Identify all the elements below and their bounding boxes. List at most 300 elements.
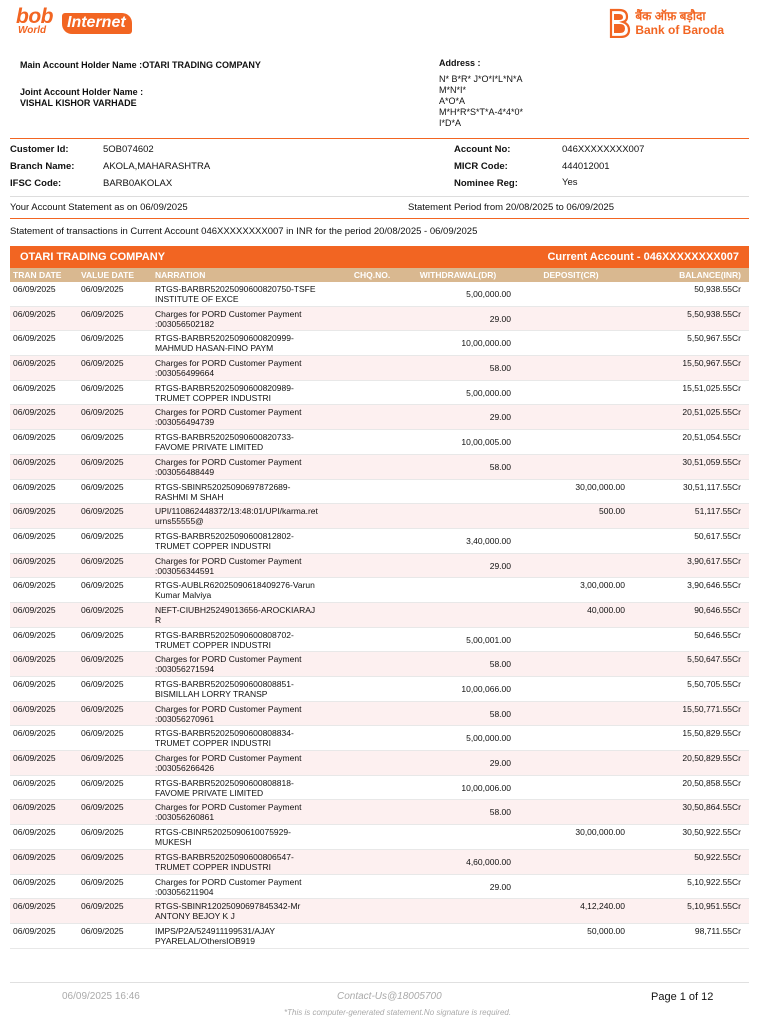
cell-chq-no: [342, 800, 402, 824]
cell-balance: 5,50,967.55Cr: [687, 333, 741, 344]
cell-narration: [152, 405, 342, 429]
table-row: [10, 554, 749, 579]
cell-chq-no: [342, 356, 402, 380]
cell-narration: [152, 850, 342, 874]
cell-withdrawal: [402, 924, 514, 948]
table-row: [10, 282, 749, 307]
cell-value-date: 06/09/2025: [81, 284, 124, 294]
cell-deposit: 50,000.00: [587, 925, 625, 936]
cell-tran-date: 06/09/2025: [13, 629, 56, 640]
footer-datetime: 06/09/2025 16:46: [62, 991, 140, 1002]
joint-holder-label: Joint Account Holder Name :: [20, 87, 144, 97]
cell-value-date: 06/09/2025: [81, 604, 124, 615]
footer-contact: Contact-Us@18005700: [337, 991, 442, 1002]
narration-line: NEFT-CIUBH25249013656-AROCKIARAJ: [155, 604, 316, 615]
narration-line: RTGS-CBINR52025090610075929-: [155, 827, 291, 838]
cell-chq-no: [342, 628, 402, 652]
cell-deposit: [514, 850, 628, 874]
narration-line: Charges for PORD Customer Payment: [155, 555, 302, 566]
cell-withdrawal: 58.00: [489, 659, 511, 670]
table-title-bar: [10, 246, 749, 268]
narration-line: :003056266426: [155, 763, 215, 774]
cell-value-date: 06/09/2025: [81, 432, 124, 443]
account-no-value: 046XXXXXXXX007: [562, 144, 645, 155]
cell-tran-date: 06/09/2025: [13, 876, 56, 887]
cell-withdrawal: [402, 578, 514, 602]
cell-balance: 50,922.55Cr: [694, 851, 741, 862]
cell-deposit: [514, 652, 628, 676]
cell-withdrawal: [402, 825, 514, 849]
cell-deposit: [514, 726, 628, 750]
cell-chq-no: [342, 282, 402, 306]
cell-narration: [152, 924, 342, 948]
cell-tran-date: 06/09/2025: [13, 456, 56, 467]
narration-line: Charges for PORD Customer Payment: [155, 802, 302, 813]
cell-balance: 30,50,864.55Cr: [682, 802, 741, 813]
cell-narration: [152, 702, 342, 726]
narration-line: IMPS/P2A/524911199531/AJAY: [155, 925, 276, 936]
cell-narration: [152, 652, 342, 676]
narration-line: TRUMET COPPER INDUSTRI: [155, 738, 272, 749]
cell-tran-date: 06/09/2025: [13, 654, 56, 665]
cell-deposit: [514, 751, 628, 775]
cell-deposit: [514, 529, 628, 553]
cell-value-date: 06/09/2025: [81, 530, 124, 541]
cell-withdrawal: [402, 603, 514, 627]
narration-line: RTGS-BARBR52025090600820750-TSFE: [155, 284, 316, 294]
cell-tran-date: 06/09/2025: [13, 703, 56, 714]
cell-withdrawal: 29.00: [489, 881, 511, 892]
joint-holder: [20, 87, 143, 109]
cell-balance: 20,51,025.55Cr: [682, 407, 741, 418]
narration-line: RTGS-BARBR52025090600808818-: [155, 777, 294, 788]
cell-narration: [152, 430, 342, 454]
cell-tran-date: 06/09/2025: [13, 481, 56, 492]
cell-value-date: 06/09/2025: [81, 703, 124, 714]
main-holder: [20, 60, 261, 71]
narration-line: RTGS-SBINR12025090697845342-Mr: [155, 901, 301, 912]
narration-line: INSTITUTE OF EXCE: [155, 294, 239, 304]
cell-narration: [152, 381, 342, 405]
cell-deposit: [514, 554, 628, 578]
cell-value-date: 06/09/2025: [81, 728, 124, 739]
table-row: [10, 578, 749, 603]
table-row: [10, 504, 749, 529]
cell-value-date: 06/09/2025: [81, 333, 124, 344]
cell-value-date: 06/09/2025: [81, 777, 124, 788]
cell-value-date: 06/09/2025: [81, 580, 124, 591]
cell-chq-no: [342, 504, 402, 528]
joint-holder-value: VISHAL KISHOR VARHADE: [20, 98, 137, 108]
cell-tran-date: 06/09/2025: [13, 925, 56, 936]
narration-line: Charges for PORD Customer Payment: [155, 456, 302, 467]
cell-value-date: 06/09/2025: [81, 901, 124, 912]
cell-balance: 15,50,967.55Cr: [682, 358, 741, 369]
cell-narration: [152, 282, 342, 306]
cell-value-date: 06/09/2025: [81, 629, 124, 640]
cell-balance: 30,50,922.55Cr: [682, 827, 741, 838]
cell-deposit: [514, 455, 628, 479]
col-value-date: VALUE DATE: [81, 270, 135, 280]
statement-period: Statement Period from 20/08/2025 to 06/09/2025: [408, 202, 614, 213]
cell-narration: [152, 578, 342, 602]
branch-label: Branch Name:: [10, 161, 75, 172]
cell-withdrawal: [402, 899, 514, 923]
footer-note: *This is computer-generated statement.No signature is required.: [284, 1008, 512, 1017]
cell-value-date: 06/09/2025: [81, 851, 124, 862]
cell-value-date: 06/09/2025: [81, 654, 124, 665]
cell-deposit: [514, 307, 628, 331]
cell-narration: [152, 307, 342, 331]
cell-withdrawal: 4,60,000.00: [466, 856, 511, 867]
table-header-row: [10, 268, 749, 282]
cell-withdrawal: 58.00: [489, 807, 511, 818]
ifsc-value: BARB0AKOLAX: [103, 178, 173, 189]
narration-line: :003056499664: [155, 368, 215, 379]
customer-id-value: 5OB074602: [103, 144, 154, 155]
company-title: OTARI TRADING COMPANY: [20, 251, 166, 263]
cell-tran-date: 06/09/2025: [13, 604, 56, 615]
cell-deposit: [514, 800, 628, 824]
cell-tran-date: 06/09/2025: [13, 679, 56, 689]
cell-chq-no: [342, 554, 402, 578]
cell-chq-no: [342, 578, 402, 602]
divider: [10, 138, 749, 139]
narration-line: :003056344591: [155, 565, 215, 576]
cell-tran-date: 06/09/2025: [13, 530, 56, 541]
table-row: [10, 677, 749, 702]
cell-narration: [152, 800, 342, 824]
narration-line: RTGS-BARBR52025090600820989-: [155, 382, 294, 393]
cell-chq-no: [342, 455, 402, 479]
narration-line: :003056260861: [155, 812, 215, 823]
cell-chq-no: [342, 850, 402, 874]
cell-tran-date: 06/09/2025: [13, 358, 56, 369]
table-row: [10, 430, 749, 455]
account-title: Current Account - 046XXXXXXXX007: [547, 251, 739, 263]
cell-narration: [152, 875, 342, 899]
cell-deposit: [514, 430, 628, 454]
narration-line: TRUMET COPPER INDUSTRI: [155, 392, 272, 403]
table-row: [10, 825, 749, 850]
table-row: [10, 480, 749, 505]
cell-deposit: 40,000.00: [587, 604, 625, 615]
cell-withdrawal: [402, 480, 514, 504]
table-row: [10, 800, 749, 825]
table-row: [10, 356, 749, 381]
cell-chq-no: [342, 381, 402, 405]
divider: [10, 218, 749, 219]
col-deposit: DEPOSIT(CR): [543, 270, 599, 280]
statement-description: Statement of transactions in Current Account 046XXXXXXXX007 in INR for the period 20/08/2025 - 06/09/2025: [10, 226, 478, 237]
cell-value-date: 06/09/2025: [81, 753, 124, 764]
cell-tran-date: 06/09/2025: [13, 555, 56, 566]
table-row: [10, 899, 749, 924]
micr-value: 444012001: [562, 161, 610, 172]
narration-line: RTGS-BARBR52025090600806547-: [155, 851, 294, 862]
table-body: [10, 282, 749, 949]
cell-withdrawal: 10,00,006.00: [461, 782, 511, 793]
cell-value-date: 06/09/2025: [81, 876, 124, 887]
cell-tran-date: 06/09/2025: [13, 901, 56, 912]
narration-line: RTGS-BARBR52025090600808834-: [155, 728, 294, 739]
address-block: [439, 58, 523, 129]
narration-line: :003056494739: [155, 417, 215, 428]
cell-tran-date: 06/09/2025: [13, 753, 56, 764]
cell-value-date: 06/09/2025: [81, 555, 124, 566]
cell-tran-date: 06/09/2025: [13, 333, 56, 344]
internet-badge: Internet: [62, 13, 132, 34]
table-row: [10, 924, 749, 949]
cell-deposit: 30,00,000.00: [575, 481, 625, 492]
cell-tran-date: 06/09/2025: [13, 432, 56, 443]
cell-withdrawal: 5,00,000.00: [466, 289, 511, 299]
cell-deposit: [514, 405, 628, 429]
cell-withdrawal: 5,00,000.00: [466, 387, 511, 398]
table-row: [10, 850, 749, 875]
cell-chq-no: [342, 430, 402, 454]
footer-divider: [10, 982, 749, 983]
cell-withdrawal: 29.00: [489, 313, 511, 324]
narration-line: Charges for PORD Customer Payment: [155, 654, 302, 665]
cell-narration: [152, 751, 342, 775]
narration-line: :003056271594: [155, 664, 215, 675]
cell-withdrawal: 5,00,000.00: [466, 733, 511, 744]
cell-withdrawal: 29.00: [489, 758, 511, 769]
bank-of-baroda-logo: [609, 8, 724, 38]
narration-line: PYARELAL/OthersIOB919: [155, 935, 256, 946]
cell-chq-no: [342, 875, 402, 899]
table-row: [10, 307, 749, 332]
cell-chq-no: [342, 307, 402, 331]
cell-balance: 5,50,938.55Cr: [687, 308, 741, 319]
cell-deposit: [514, 381, 628, 405]
narration-line: UPI/110862448372/13:48:01/UPI/karma.ret: [155, 506, 318, 517]
cell-narration: [152, 603, 342, 627]
cell-balance: 98,711.55Cr: [694, 925, 741, 936]
narration-line: Charges for PORD Customer Payment: [155, 358, 302, 369]
cell-deposit: [514, 875, 628, 899]
branch-value: AKOLA,MAHARASHTRA: [103, 161, 211, 172]
cell-withdrawal: 58.00: [489, 461, 511, 472]
cell-value-date: 06/09/2025: [81, 802, 124, 813]
table-row: [10, 628, 749, 653]
cell-balance: 20,50,829.55Cr: [682, 753, 741, 764]
narration-line: :003056270961: [155, 713, 215, 724]
cell-balance: 3,90,617.55Cr: [687, 555, 741, 566]
narration-line: RTGS-AUBLR62025090618409276-Varun: [155, 580, 315, 591]
cell-narration: [152, 899, 342, 923]
narration-line: MAHMUD HASAN-FINO PAYM: [155, 343, 274, 354]
narration-line: MUKESH: [155, 837, 192, 848]
cell-withdrawal: [402, 504, 514, 528]
cell-value-date: 06/09/2025: [81, 506, 124, 517]
narration-line: Charges for PORD Customer Payment: [155, 703, 302, 714]
cell-balance: 50,617.55Cr: [694, 530, 741, 541]
cell-narration: [152, 726, 342, 750]
cell-deposit: [514, 282, 628, 306]
cell-value-date: 06/09/2025: [81, 382, 124, 393]
narration-line: Charges for PORD Customer Payment: [155, 308, 302, 319]
narration-line: R: [155, 614, 162, 625]
cell-chq-no: [342, 751, 402, 775]
cell-withdrawal: 29.00: [489, 412, 511, 423]
narration-line: Charges for PORD Customer Payment: [155, 876, 302, 887]
table-row: [10, 381, 749, 406]
cell-tran-date: 06/09/2025: [13, 308, 56, 319]
cell-balance: 20,50,858.55Cr: [682, 777, 741, 788]
narration-line: TRUMET COPPER INDUSTRI: [155, 639, 272, 650]
cell-narration: [152, 825, 342, 849]
cell-withdrawal: 10,00,066.00: [461, 684, 511, 694]
world-wordmark: World: [18, 25, 47, 36]
account-no-label: Account No:: [454, 144, 511, 155]
cell-withdrawal: 5,00,001.00: [466, 634, 511, 645]
cell-narration: [152, 776, 342, 800]
cell-chq-no: [342, 652, 402, 676]
narration-line: TRUMET COPPER INDUSTRI: [155, 861, 272, 872]
narration-line: :003056211904: [155, 886, 214, 897]
narration-line: TRUMET COPPER INDUSTRI: [155, 540, 272, 551]
cell-balance: 15,50,771.55Cr: [682, 703, 741, 714]
cell-value-date: 06/09/2025: [81, 925, 124, 936]
cell-withdrawal: 29.00: [489, 560, 511, 571]
bank-name-hindi: बैंक ऑफ़ बड़ौदा: [635, 9, 706, 23]
cell-value-date: 06/09/2025: [81, 358, 124, 369]
cell-narration: [152, 628, 342, 652]
narration-line: RTGS-BARBR52025090600808851-: [155, 679, 294, 689]
cell-narration: [152, 677, 342, 701]
cell-chq-no: [342, 480, 402, 504]
cell-value-date: 06/09/2025: [81, 456, 124, 467]
cell-value-date: 06/09/2025: [81, 827, 124, 838]
main-holder-value: OTARI TRADING COMPANY: [142, 60, 261, 70]
cell-narration: [152, 455, 342, 479]
cell-narration: [152, 480, 342, 504]
cell-tran-date: 06/09/2025: [13, 777, 56, 788]
table-row: [10, 751, 749, 776]
cell-deposit: [514, 776, 628, 800]
cell-tran-date: 06/09/2025: [13, 827, 56, 838]
cell-withdrawal: 3,40,000.00: [466, 535, 511, 546]
cell-tran-date: 06/09/2025: [13, 580, 56, 591]
narration-line: ANTONY BEJOY K J: [155, 911, 235, 922]
narration-line: FAVOME PRIVATE LIMITED: [155, 442, 264, 453]
cell-balance: 5,10,951.55Cr: [687, 901, 741, 912]
address-line: A*O*A: [439, 96, 466, 106]
cell-narration: [152, 356, 342, 380]
cell-chq-no: [342, 726, 402, 750]
nominee-label: Nominee Reg:: [454, 178, 518, 189]
cell-deposit: [514, 628, 628, 652]
nominee-value: Yes: [562, 177, 578, 188]
cell-withdrawal: 10,00,000.00: [461, 338, 511, 349]
table-row: [10, 455, 749, 480]
cell-balance: 90,646.55Cr: [694, 604, 741, 615]
statement-as-on: Your Account Statement as on 06/09/2025: [10, 202, 188, 213]
col-withdrawal: WITHDRAWAL(DR): [419, 270, 497, 280]
table-row: [10, 702, 749, 727]
table-row: [10, 776, 749, 801]
cell-tran-date: 06/09/2025: [13, 728, 56, 739]
address-line: N* B*R* J*O*I*L*N*A: [439, 74, 523, 84]
cell-deposit: 500.00: [599, 506, 625, 517]
table-row: [10, 726, 749, 751]
cell-chq-no: [342, 529, 402, 553]
address-line: M*N*I*: [439, 85, 467, 95]
bank-name-english: Bank of Baroda: [635, 23, 724, 37]
narration-line: RTGS-BARBR52025090600812802-: [155, 530, 294, 541]
narration-line: RASHMI M SHAH: [155, 491, 224, 502]
narration-line: Charges for PORD Customer Payment: [155, 407, 302, 418]
micr-label: MICR Code:: [454, 161, 508, 172]
cell-tran-date: 06/09/2025: [13, 284, 56, 294]
ifsc-label: IFSC Code:: [10, 178, 62, 189]
col-narration: NARRATION: [155, 270, 206, 280]
table-row: [10, 529, 749, 554]
cell-tran-date: 06/09/2025: [13, 506, 56, 517]
cell-chq-no: [342, 603, 402, 627]
cell-chq-no: [342, 899, 402, 923]
address-line: M*H*R*S*T*A-4*4*0*: [439, 107, 524, 117]
cell-balance: 30,51,059.55Cr: [682, 456, 741, 467]
cell-chq-no: [342, 776, 402, 800]
cell-narration: [152, 504, 342, 528]
cell-balance: 5,50,705.55Cr: [687, 679, 741, 689]
baroda-sun-icon: [609, 8, 631, 38]
cell-chq-no: [342, 331, 402, 355]
table-row: [10, 331, 749, 356]
cell-value-date: 06/09/2025: [81, 407, 124, 418]
narration-line: Charges for PORD Customer Payment: [155, 753, 302, 764]
cell-value-date: 06/09/2025: [81, 679, 124, 689]
cell-balance: 20,51,054.55Cr: [682, 432, 741, 443]
cell-chq-no: [342, 677, 402, 701]
cell-balance: 5,50,647.55Cr: [687, 654, 741, 665]
transactions-table: [10, 246, 749, 949]
cell-deposit: [514, 356, 628, 380]
cell-value-date: 06/09/2025: [81, 481, 124, 492]
cell-narration: [152, 554, 342, 578]
table-row: [10, 652, 749, 677]
cell-deposit: [514, 677, 628, 701]
cell-balance: 51,117.55Cr: [694, 506, 741, 517]
bob-world-logo: [16, 5, 126, 36]
cell-balance: 30,51,117.55Cr: [683, 481, 741, 492]
table-row: [10, 875, 749, 900]
narration-line: RTGS-BARBR52025090600820999-: [155, 333, 294, 344]
narration-line: :003056502182: [155, 318, 215, 329]
col-chq-no: CHQ.NO.: [353, 270, 391, 280]
narration-line: Kumar Malviya: [155, 590, 212, 601]
cell-deposit: [514, 702, 628, 726]
main-holder-label: Main Account Holder Name :: [20, 60, 143, 70]
cell-narration: [152, 331, 342, 355]
cell-tran-date: 06/09/2025: [13, 802, 56, 813]
col-balance: BALANCE(INR): [679, 270, 741, 280]
cell-balance: 5,10,922.55Cr: [687, 876, 741, 887]
cell-deposit: 30,00,000.00: [575, 827, 625, 838]
cell-narration: [152, 529, 342, 553]
table-row: [10, 405, 749, 430]
address-label: Address :: [439, 58, 481, 68]
cell-balance: 3,90,646.55Cr: [687, 580, 741, 591]
table-row: [10, 603, 749, 628]
cell-chq-no: [342, 702, 402, 726]
col-tran-date: TRAN DATE: [13, 270, 62, 280]
account-info: [10, 144, 749, 194]
cell-tran-date: 06/09/2025: [13, 851, 56, 862]
